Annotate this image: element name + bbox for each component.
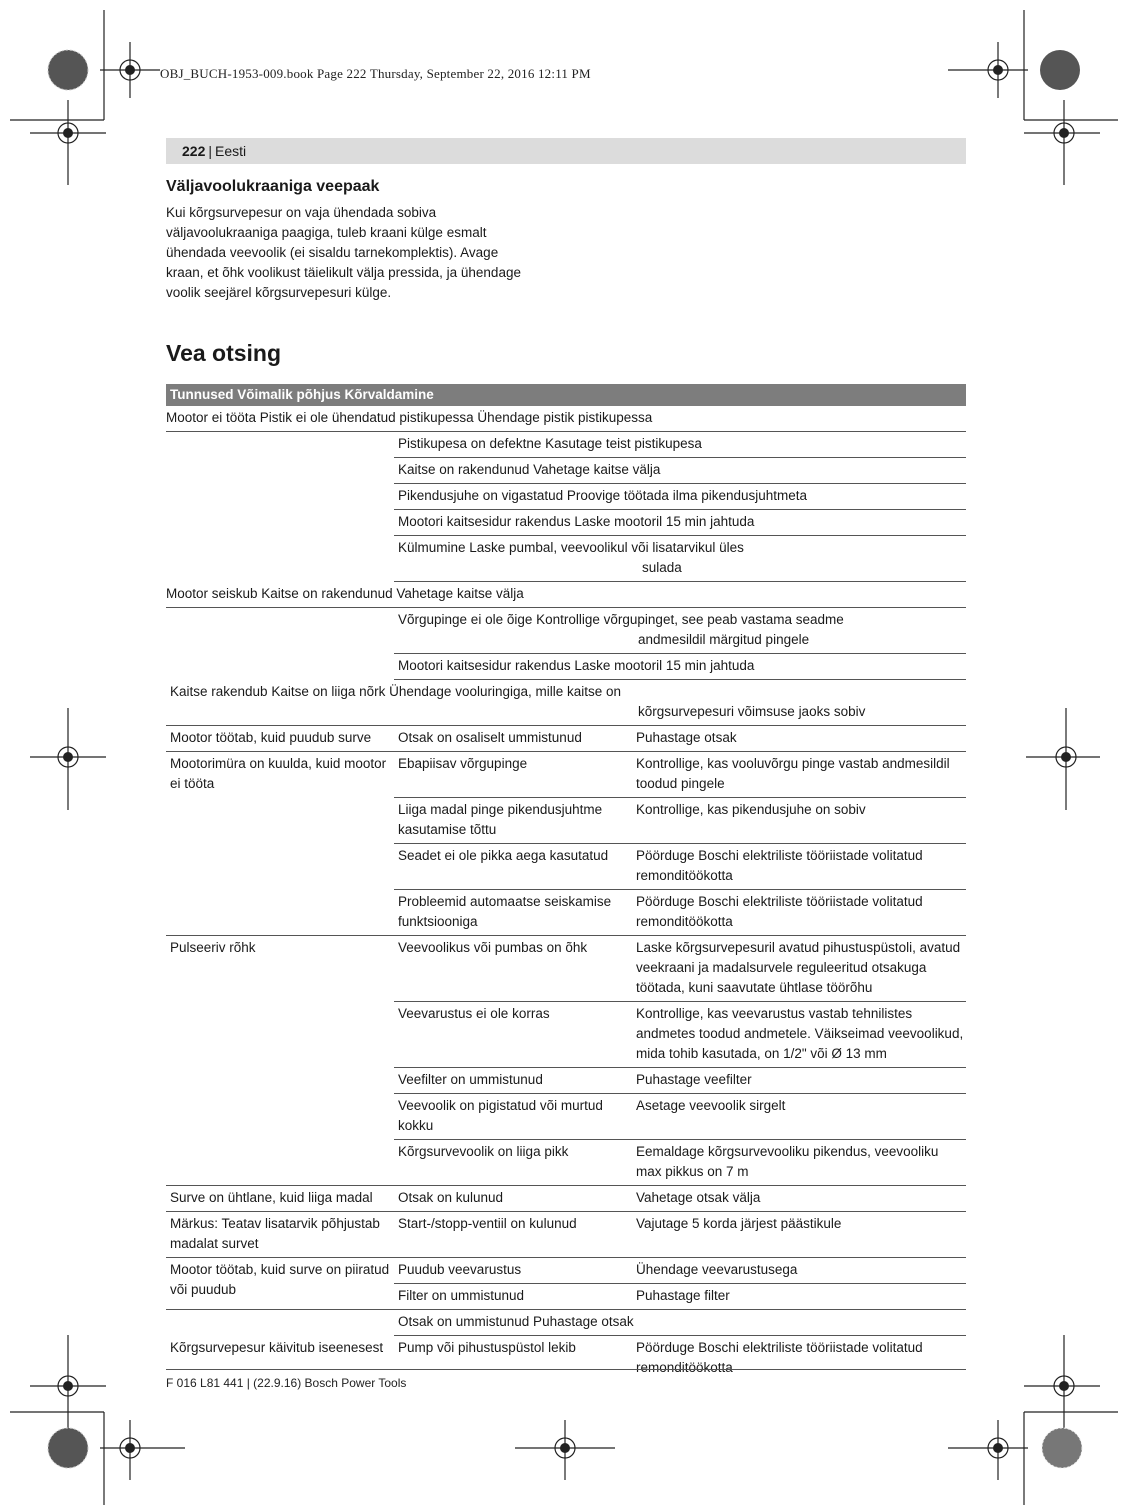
- table-group: [166, 752, 966, 936]
- table-row: Mootori kaitsesidur rakendus Laske mootoril 15 min jahtuda: [394, 510, 966, 536]
- table-cell: Kaitse rakendub Kaitse on liiga nõrk Ühendage vooluringiga, mille kaitse on: [170, 684, 622, 699]
- remedy-cell: Kontrollige, kas vooluvõrgu pinge vastab andmesildil toodud pingele: [636, 756, 950, 791]
- table-row: [394, 608, 966, 654]
- cause-cell: Otsak on kulunud: [398, 1190, 504, 1205]
- remedy-cell: Laske kõrgsurvepesuril avatud pihustuspüstoli, avatud veekraani ja madalsurvele reguleeritud otsakuga töötada, kuni saavutate ühtlase töörõhu: [636, 940, 961, 995]
- table-row: Pistikupesa on defektne Kasutage teist pistikupesa: [394, 432, 966, 458]
- remedy-cell: Pöörduge Boschi elektriliste tööriistade volitatud remonditöökotta: [636, 1340, 923, 1375]
- paragraph-line: ühendada veevoolik (ei sisaldu tarnekomplektis). Avage: [166, 245, 499, 260]
- cause-cell: Veevarustus ei ole korras: [398, 1006, 550, 1021]
- footer-rule: [166, 1369, 966, 1370]
- section-title: Väljavoolukraaniga veepaak: [166, 178, 380, 195]
- main-heading: Vea otsing: [166, 340, 282, 366]
- table-row: [394, 1258, 966, 1284]
- cause-cell: Kõrgsurvevoolik on liiga pikk: [398, 1144, 569, 1159]
- symptom-cell: Kõrgsurvepesur käivitub iseenesest: [170, 1340, 384, 1355]
- symptom-cell: Surve on ühtlane, kuid liiga madal: [170, 1190, 373, 1205]
- header-language: Eesti: [215, 143, 247, 159]
- table-row: Otsak on ummistunud Puhastage otsak: [394, 1310, 966, 1336]
- table-row: [394, 1140, 966, 1185]
- cause-cell: Otsak on osaliselt ummistunud: [398, 730, 582, 745]
- symptom-cell: Pulseeriv rõhk: [170, 940, 256, 955]
- cause-cell: Liiga madal pinge pikendusjuhtme kasutamise tõttu: [398, 802, 603, 837]
- paragraph-line: väljavoolukraaniga paagiga, tuleb kraani külge esmalt: [166, 225, 487, 240]
- table-row: [394, 936, 966, 1002]
- table-row: [166, 1212, 966, 1258]
- remedy-cell: Pöörduge Boschi elektriliste tööriistade volitatud remonditöökotta: [636, 848, 923, 883]
- cause-cell: Pump või pihustuspüstol lekib: [398, 1340, 576, 1355]
- table-row: [166, 1336, 966, 1381]
- remedy-cell: Puhastage filter: [636, 1288, 730, 1303]
- symptom-cell: Mootor töötab, kuid puudub surve: [170, 730, 372, 745]
- table-group: [166, 936, 966, 1186]
- table-row: [394, 844, 966, 890]
- symptom-cell: Mootor töötab, kuid surve on piiratud või puudub: [170, 1262, 390, 1297]
- table-row: [166, 726, 966, 752]
- cause-cell: Veefilter on ummistunud: [398, 1072, 543, 1087]
- paragraph-line: Kui kõrgsurvepesur on vaja ühendada sobiva: [166, 205, 437, 220]
- table-row: [394, 536, 966, 582]
- remedy-cell: Asetage veevoolik sirgelt: [636, 1098, 786, 1113]
- remedy-cell: Ühendage veevarustusega: [636, 1262, 798, 1277]
- remedy-cell: Puhastage otsak: [636, 730, 737, 745]
- paragraph-line: kraan, et õhk voolikust täielikult välja pressida, ja ühendage: [166, 265, 521, 280]
- table-header: Tunnused Võimalik põhjus Kõrvaldamine: [166, 384, 966, 406]
- table-row: [394, 1002, 966, 1068]
- table-row: [166, 680, 966, 726]
- cause-cell: Probleemid automaatse seiskamise funktsiooniga: [398, 894, 612, 929]
- table-cell-cont: sulada: [642, 560, 682, 575]
- paragraph-line: voolik seejärel kõrgsurvepesuri külge.: [166, 285, 392, 300]
- remedy-cell: Kontrollige, kas veevarustus vastab tehnilistes andmetes toodud andmetele. Väikseimad veevoolikud, mida tohib kasutada, on 1/2" või Ø 13 mm: [636, 1006, 964, 1061]
- table-row: [394, 1284, 966, 1309]
- troubleshooting-table: [166, 384, 966, 1381]
- cause-cell: Ebapiisav võrgupinge: [398, 756, 528, 771]
- table-row: Mootori kaitsesidur rakendus Laske mootoril 15 min jahtuda: [394, 654, 966, 680]
- symptom-cell: Märkus: Teatav lisatarvik põhjustab madalat survet: [170, 1216, 380, 1251]
- symptom-cell: Mootorimüra on kuulda, kuid mootor ei tööta: [170, 756, 387, 791]
- cause-cell: Filter on ummistunud: [398, 1288, 525, 1303]
- cause-cell: Start-/stopp-ventiil on kulunud: [398, 1216, 577, 1231]
- table-cell: Külmumine Laske pumbal, veevoolikul või lisatarvikul üles: [398, 540, 744, 555]
- remedy-cell: Kontrollige, kas pikendusjuhe on sobiv: [636, 802, 866, 817]
- remedy-cell: Puhastage veefilter: [636, 1072, 752, 1087]
- table-row: [394, 890, 966, 935]
- cause-cell: Puudub veevarustus: [398, 1262, 522, 1277]
- table-group: [166, 1258, 966, 1310]
- table-row: [394, 798, 966, 844]
- table-cell: Võrgupinge ei ole õige Kontrollige võrgupinget, see peab vastama seadme: [398, 612, 844, 627]
- footer: F 016 L81 441 | (22.9.16) Bosch Power Tools: [166, 1376, 407, 1390]
- table-row: [394, 1094, 966, 1140]
- table-row: [394, 1068, 966, 1094]
- header-separator: |: [208, 143, 212, 159]
- table-row: Pikendusjuhe on vigastatud Proovige töötada ilma pikendusjuhtmeta: [394, 484, 966, 510]
- cause-cell: Seadet ei ole pikka aega kasutatud: [398, 848, 609, 863]
- remedy-cell: Vahetage otsak välja: [636, 1190, 761, 1205]
- remedy-cell: Vajutage 5 korda järjest päästikule: [636, 1216, 842, 1231]
- table-row: Mootor ei tööta Pistik ei ole ühendatud pistikupessa Ühendage pistik pistikupessa: [166, 406, 966, 432]
- print-slug: OBJ_BUCH-1953-009.book Page 222 Thursday, September 22, 2016 12:11 PM: [160, 66, 591, 81]
- section-paragraph: [166, 203, 566, 303]
- page-header: [166, 138, 966, 164]
- table-row: Kaitse on rakendunud Vahetage kaitse välja: [394, 458, 966, 484]
- cause-cell: Veevoolik on pigistatud või murtud kokku: [398, 1098, 603, 1133]
- remedy-cell: Eemaldage kõrgsurvevooliku pikendus, veevooliku max pikkus on 7 m: [636, 1144, 939, 1179]
- table-row: [394, 752, 966, 798]
- table-row: [166, 1186, 966, 1212]
- remedy-cell: Pöörduge Boschi elektriliste tööriistade volitatud remonditöökotta: [636, 894, 923, 929]
- cause-cell: Veevoolikus või pumbas on õhk: [398, 940, 588, 955]
- page-number: 222: [182, 143, 206, 159]
- table-cell-cont: andmesildil märgitud pingele: [638, 632, 810, 647]
- table-cell-cont: kõrgsurvepesuri võimsuse jaoks sobiv: [638, 704, 866, 719]
- table-row: Mootor seiskub Kaitse on rakendunud Vahetage kaitse välja: [166, 582, 966, 608]
